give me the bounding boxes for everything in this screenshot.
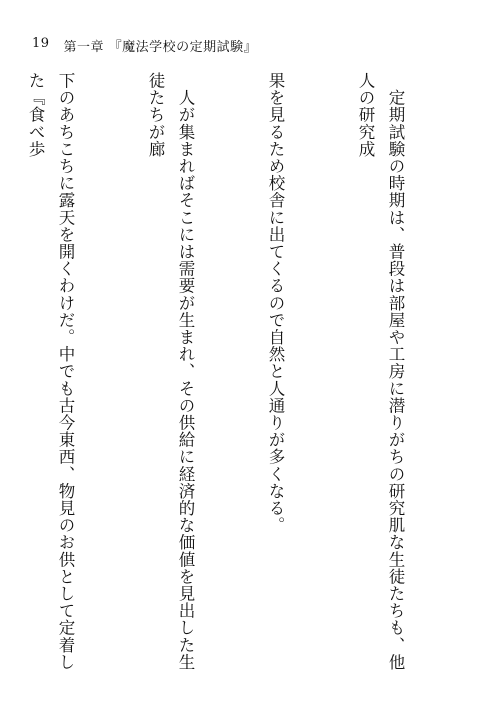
text-line: 定期試験の時期は、普段は部屋や工房に潜りがちの研究肌な生徒たちも、他人の研究成 <box>356 72 405 671</box>
running-head <box>32 36 257 55</box>
text-line: 人が集まればそこには需要が生まれ、その供給に経済的な価値を見出した生徒たちが廊 <box>146 72 195 671</box>
text-line: 下のあちこちに露天を開くわけだ。中でも古今東西、物見のお供として定着した『食べ歩 <box>26 72 75 671</box>
page-number: 19 <box>32 36 50 51</box>
text-line: 果を見るため校舎に出てくるので自然と人通りが多くなる。 <box>266 72 285 534</box>
body-text <box>26 72 470 672</box>
chapter-title: 第一章 『魔法学校の定期試験』 <box>63 40 258 55</box>
